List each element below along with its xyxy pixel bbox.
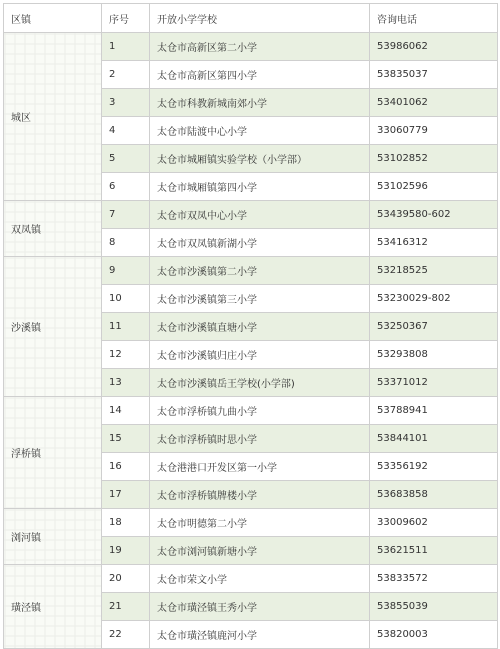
- table-row: [4, 509, 498, 537]
- phone-cell: 53788941: [370, 397, 498, 425]
- school-cell: 太仓市沙溪镇归庄小学: [150, 341, 370, 369]
- number-cell: 9: [102, 257, 150, 285]
- phone-cell: 53371012: [370, 369, 498, 397]
- school-cell: 太仓市明德第二小学: [150, 509, 370, 537]
- phone-cell: 53416312: [370, 229, 498, 257]
- phone-cell: 33060779: [370, 117, 498, 145]
- table-row: [4, 33, 498, 61]
- header-district: 区镇: [4, 4, 102, 33]
- district-cell: 浮桥镇: [4, 397, 102, 509]
- school-contact-table: [3, 3, 498, 649]
- school-cell: 太仓市沙溪镇直塘小学: [150, 313, 370, 341]
- phone-cell: 53820003: [370, 621, 498, 649]
- table-row: [4, 201, 498, 229]
- phone-cell: 53356192: [370, 453, 498, 481]
- number-cell: 7: [102, 201, 150, 229]
- school-cell: 太仓市浮桥镇牌楼小学: [150, 481, 370, 509]
- school-cell: 太仓市浮桥镇时思小学: [150, 425, 370, 453]
- school-cell: 太仓市高新区第四小学: [150, 61, 370, 89]
- school-cell: 太仓市双凤中心小学: [150, 201, 370, 229]
- school-cell: 太仓市璜泾镇王秀小学: [150, 593, 370, 621]
- school-cell: 太仓市浮桥镇九曲小学: [150, 397, 370, 425]
- number-cell: 22: [102, 621, 150, 649]
- header-phone: 咨询电话: [370, 4, 498, 33]
- phone-cell: 53250367: [370, 313, 498, 341]
- district-cell: 沙溪镇: [4, 257, 102, 397]
- table-row: [4, 565, 498, 593]
- district-cell: 城区: [4, 33, 102, 201]
- number-cell: 1: [102, 33, 150, 61]
- school-cell: 太仓市陆渡中心小学: [150, 117, 370, 145]
- phone-cell: 53218525: [370, 257, 498, 285]
- school-cell: 太仓港港口开发区第一小学: [150, 453, 370, 481]
- phone-cell: 33009602: [370, 509, 498, 537]
- number-cell: 17: [102, 481, 150, 509]
- header-number: 序号: [102, 4, 150, 33]
- number-cell: 12: [102, 341, 150, 369]
- table-row: [4, 397, 498, 425]
- number-cell: 11: [102, 313, 150, 341]
- phone-cell: 53986062: [370, 33, 498, 61]
- number-cell: 10: [102, 285, 150, 313]
- phone-cell: 53102596: [370, 173, 498, 201]
- header-school: 开放小学学校: [150, 4, 370, 33]
- school-cell: 太仓市沙溪镇第二小学: [150, 257, 370, 285]
- number-cell: 16: [102, 453, 150, 481]
- number-cell: 13: [102, 369, 150, 397]
- school-cell: 太仓市城厢镇第四小学: [150, 173, 370, 201]
- school-cell: 太仓市璜泾镇鹿河小学: [150, 621, 370, 649]
- number-cell: 6: [102, 173, 150, 201]
- number-cell: 3: [102, 89, 150, 117]
- number-cell: 19: [102, 537, 150, 565]
- school-cell: 太仓市浏河镇新塘小学: [150, 537, 370, 565]
- phone-cell: 53293808: [370, 341, 498, 369]
- table-header-row: [4, 4, 498, 33]
- number-cell: 21: [102, 593, 150, 621]
- number-cell: 14: [102, 397, 150, 425]
- phone-cell: 53439580-602: [370, 201, 498, 229]
- school-cell: 太仓市科教新城南郊小学: [150, 89, 370, 117]
- table-row: [4, 257, 498, 285]
- number-cell: 8: [102, 229, 150, 257]
- district-cell: 双凤镇: [4, 201, 102, 257]
- table-body: [4, 33, 498, 649]
- phone-cell: 53833572: [370, 565, 498, 593]
- number-cell: 20: [102, 565, 150, 593]
- phone-cell: 53401062: [370, 89, 498, 117]
- phone-cell: 53230029-802: [370, 285, 498, 313]
- number-cell: 2: [102, 61, 150, 89]
- number-cell: 15: [102, 425, 150, 453]
- phone-cell: 53855039: [370, 593, 498, 621]
- number-cell: 5: [102, 145, 150, 173]
- school-cell: 太仓市荣文小学: [150, 565, 370, 593]
- phone-cell: 53683858: [370, 481, 498, 509]
- school-cell: 太仓市沙溪镇第三小学: [150, 285, 370, 313]
- school-cell: 太仓市高新区第二小学: [150, 33, 370, 61]
- phone-cell: 53844101: [370, 425, 498, 453]
- phone-cell: 53621511: [370, 537, 498, 565]
- district-cell: 璜泾镇: [4, 565, 102, 649]
- school-cell: 太仓市沙溪镇岳王学校(小学部): [150, 369, 370, 397]
- phone-cell: 53835037: [370, 61, 498, 89]
- school-cell: 太仓市城厢镇实验学校（小学部）: [150, 145, 370, 173]
- district-cell: 浏河镇: [4, 509, 102, 565]
- phone-cell: 53102852: [370, 145, 498, 173]
- number-cell: 4: [102, 117, 150, 145]
- number-cell: 18: [102, 509, 150, 537]
- school-cell: 太仓市双凤镇新湖小学: [150, 229, 370, 257]
